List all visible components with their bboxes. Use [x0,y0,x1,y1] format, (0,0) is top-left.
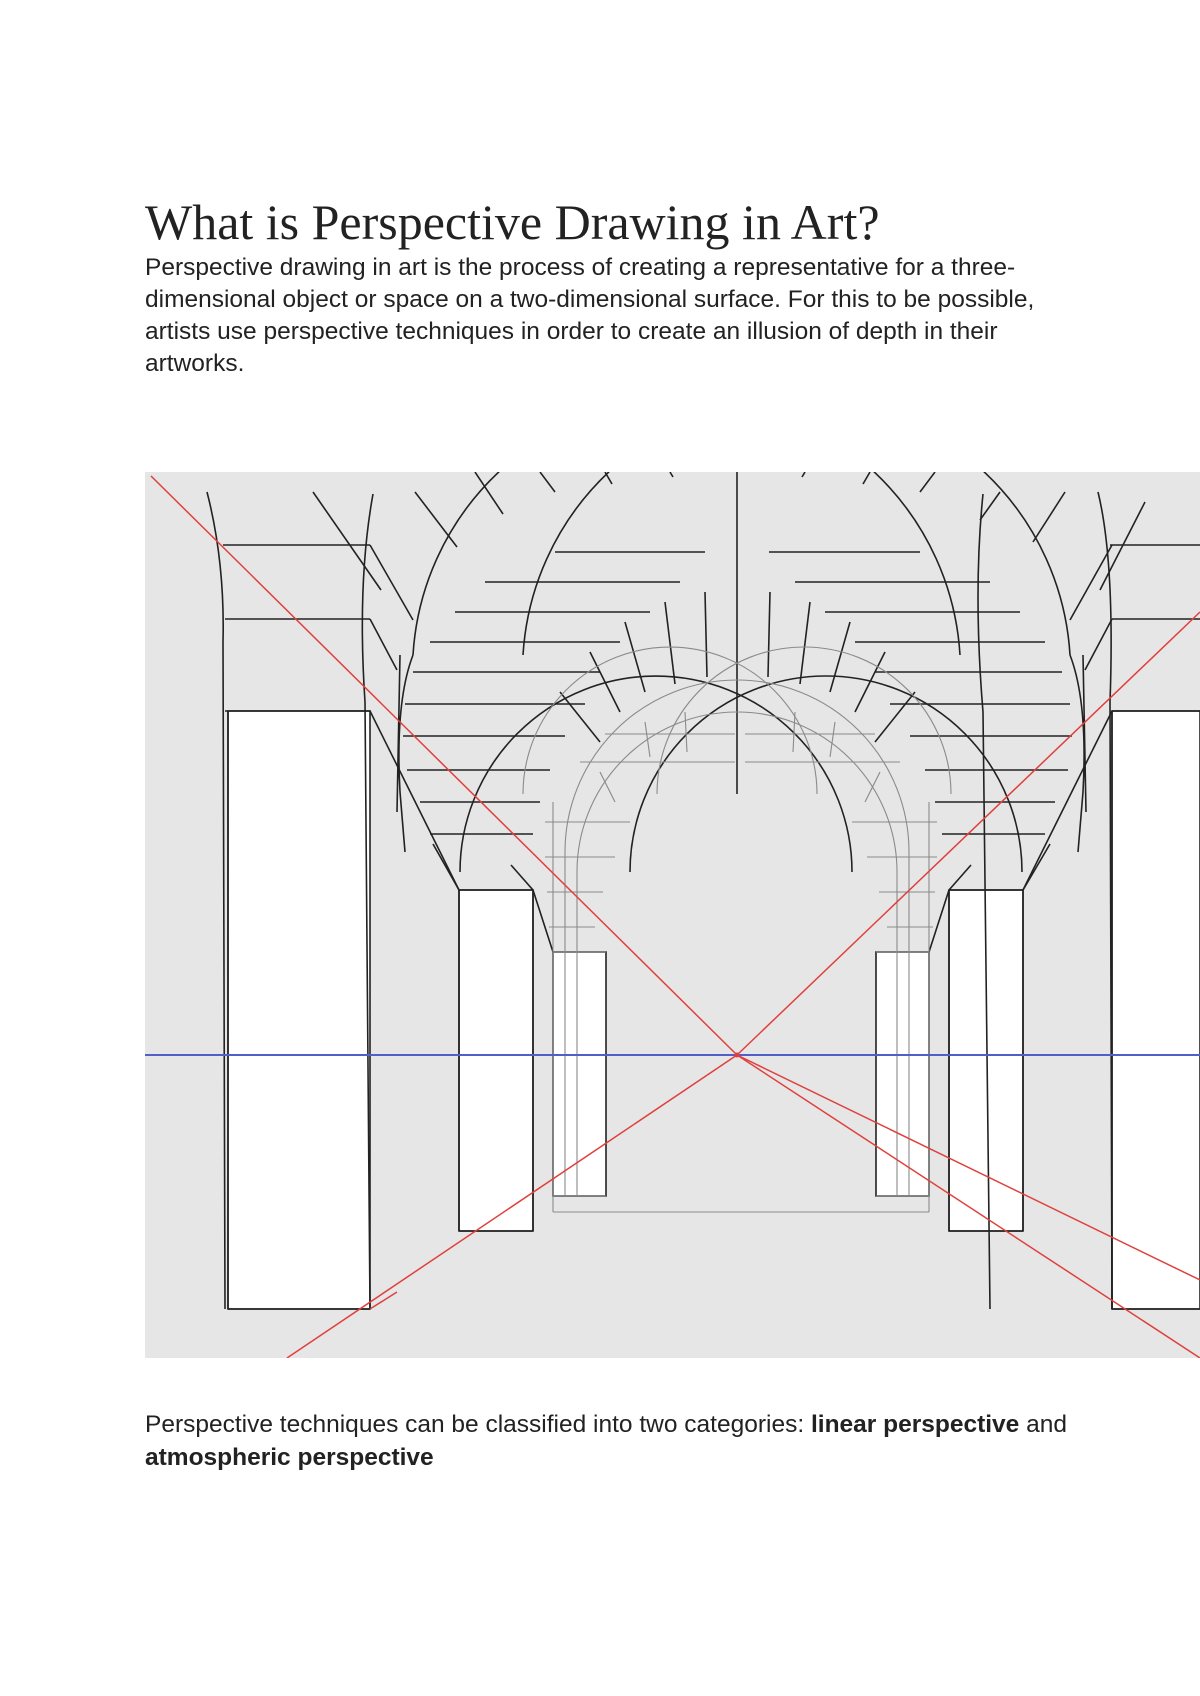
right-wall-inner [876,952,929,1196]
page-title: What is Perspective Drawing in Art? [145,194,880,250]
left-wall-mid [459,890,533,1231]
intro-paragraph: Perspective drawing in art is the process of creating a representative for a three-dimensional object or space on a two-dimensional surface. For this to be possible, artists use perspective techniques in order to create an illusion of depth in their artworks. [145,254,1035,377]
vanishing-point [735,1053,740,1058]
term-atmospheric-perspective: atmospheric perspective [145,1444,434,1471]
right-wall-outer [1112,711,1200,1309]
left-wall-outer [228,711,370,1309]
term-linear-perspective: linear perspective [810,1411,1020,1438]
closing-text-lead: Perspective techniques can be classified into two categories: [145,1411,811,1438]
walls [228,711,1200,1309]
left-wall-inner [553,952,606,1196]
closing-text-connector: and [1019,1411,1067,1438]
closing-paragraph [145,1408,1075,1474]
perspective-illustration [145,472,1200,1358]
